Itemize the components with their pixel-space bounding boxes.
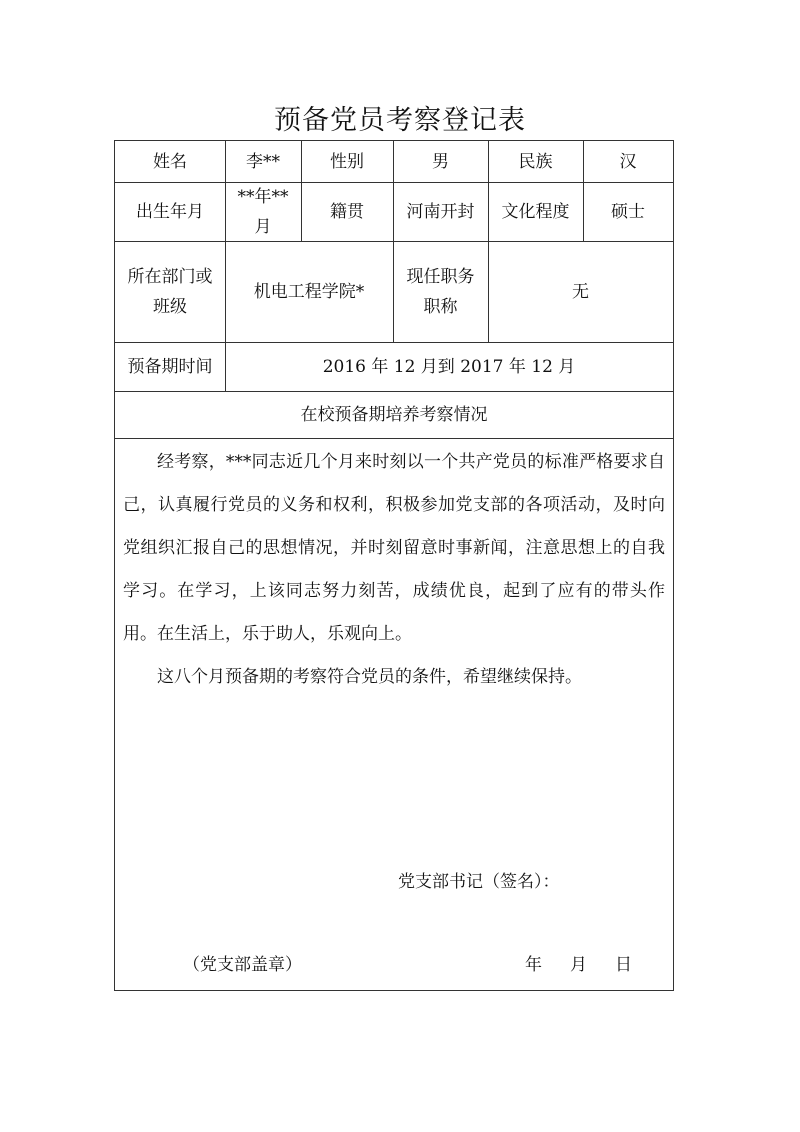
branch-stamp-label: （党支部盖章）	[183, 955, 302, 975]
birth-value: **年**月	[237, 186, 289, 237]
probation-period-value: 2016 年 12 月到 2017 年 12 月	[322, 356, 576, 377]
section-title: 在校预备期培养考察情况	[300, 404, 488, 425]
assessment-text	[123, 441, 665, 699]
department-label: 所在部门或班级	[127, 266, 213, 317]
ethnicity-value: 汉	[619, 151, 637, 172]
probation-period-label: 预备期时间	[127, 356, 213, 377]
education-value: 硕士	[611, 201, 645, 222]
gender-value: 男	[432, 151, 449, 172]
date-day: 日	[615, 955, 632, 975]
assessment-paragraph: 这八个月预备期的考察符合党员的条件，希望继续保持。	[157, 667, 582, 687]
education-label: 文化程度	[501, 201, 570, 222]
position-label: 现任职务职称	[406, 266, 475, 317]
ethnicity-label: 民族	[518, 151, 553, 172]
registration-table	[114, 140, 674, 991]
secretary-signature-label: 党支部书记（签名）：	[398, 872, 560, 892]
name-value: 李**	[246, 151, 280, 172]
row-divider	[115, 438, 673, 439]
date-year: 年	[525, 955, 542, 975]
gender-label: 性别	[330, 151, 364, 172]
native-place-value: 河南开封	[406, 201, 475, 222]
date-month: 月	[570, 955, 587, 975]
form-title: 预备党员考察登记表	[274, 105, 526, 136]
birth-label: 出生年月	[136, 201, 204, 222]
name-label: 姓名	[153, 151, 187, 172]
assessment-paragraph: 经考察，***同志近几个月来时刻以一个共产党员的标准严格要求自己，认真履行党员的义务和权利，积极参加党支部的各项活动，及时向党组织汇报自己的思想情况，并时刻留意时事新闻，注意思想上的自我学习。在学习，上该同志努力刻苦，成绩优良，起到了应有的带头作用。在生活上，乐于助人，乐观向上。	[123, 452, 665, 644]
native-place-label: 籍贯	[330, 201, 364, 222]
department-value: 机电工程学院*	[253, 281, 365, 302]
position-value: 无	[572, 281, 589, 302]
date-field	[525, 950, 632, 975]
